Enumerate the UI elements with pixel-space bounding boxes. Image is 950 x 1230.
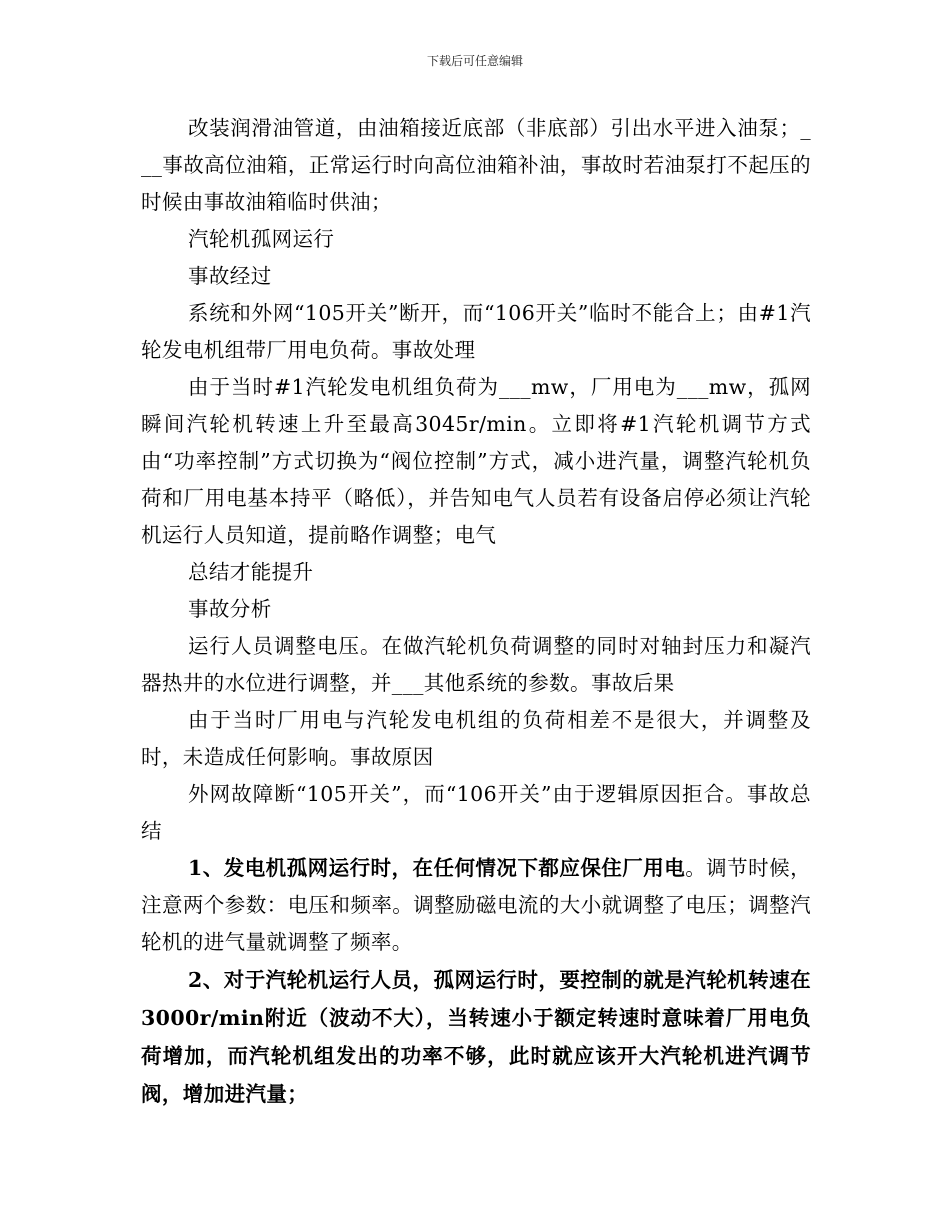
paragraph-lube-oil: 改装润滑油管道，由油箱接近底部（非底部）引出水平进入油泵；___事故高位油箱，正常运行时向高位油箱补油，事故时若油泵打不起压的时候由事故油箱临时供油； <box>141 116 811 214</box>
heading-turbine-island-operation: 汽轮机孤网运行 <box>188 227 335 251</box>
heading-summary-improve: 总结才能提升 <box>188 560 314 584</box>
paragraph-incident-course: 系统和外网“105开关”断开，而“106开关”临时不能合上；由#1汽轮发电机组带厂用电负荷。事故处理 <box>141 301 811 362</box>
paragraph-incident-consequence: 由于当时厂用电与汽轮发电机组的负荷相差不是很大，并调整及时，未造成任何影响。事故原因 <box>141 708 811 769</box>
paragraph-incident-cause: 外网故障断“105开关”，而“106开关”由于逻辑原因拒合。事故总结 <box>141 782 811 843</box>
paragraph-incident-handling: 由于当时#1汽轮发电机组负荷为___mw，厂用电为___mw，孤网瞬间汽轮机转速上升至最高3045r/min。立即将#1汽轮机调节方式由“功率控制”方式切换为“阀位控制”方式，减小进汽量，调整汽轮机负荷和厂用电基本持平（略低），并告知电气人员若有设备启停必须让汽轮机运行人员知道，提前略作调整；电气 <box>141 375 811 547</box>
heading-incident-course: 事故经过 <box>188 264 272 288</box>
summary-item-1-bold: 1、发电机孤网运行时，在任何情况下都应保住厂用电 <box>188 856 686 880</box>
paragraph-incident-analysis: 运行人员调整电压。在做汽轮机负荷调整的同时对轴封压力和凝汽器热井的水位进行调整，并___其他系统的参数。事故后果 <box>141 634 811 695</box>
summary-item-2: 2、对于汽轮机运行人员，孤网运行时，要控制的就是汽轮机转速在3000r/min附近（波动不大），当转速小于额定转速时意味着厂用电负荷增加，而汽轮机组发出的功率不够，此时就应该开大汽轮机进汽调节阀，增加进汽量； <box>141 968 811 1106</box>
summary-item-1 <box>141 850 811 961</box>
document-body <box>141 110 811 1113</box>
page-header-note: 下载后可任意编辑 <box>426 54 523 68</box>
heading-incident-analysis: 事故分析 <box>188 597 272 621</box>
summary-item-1-rest: 。调节时候，注意两个参数：电压和频率。调整励磁电流的大小就调整了电压；调整汽轮机的进气量就调整了频率。 <box>141 856 811 954</box>
